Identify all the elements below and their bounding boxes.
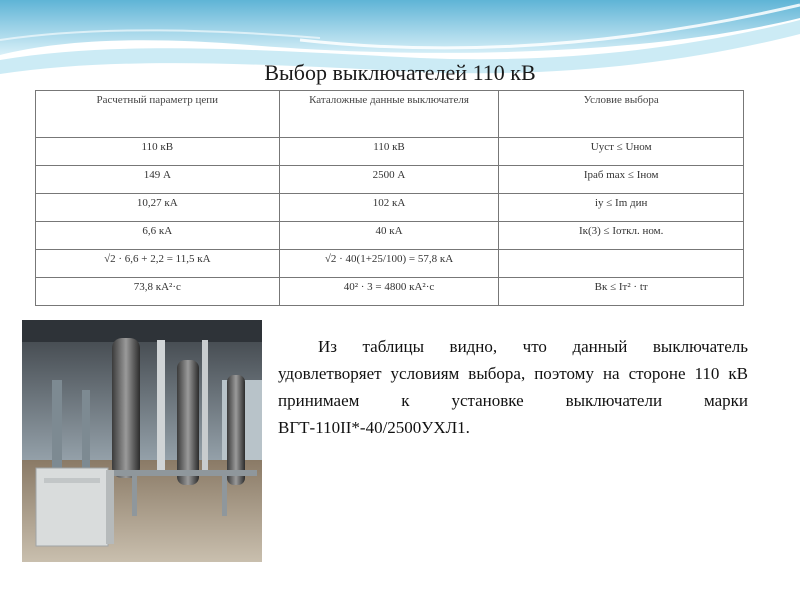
table-row — [36, 278, 744, 306]
table-cell: 40 кА — [279, 222, 499, 250]
table-cell: 110 кВ — [279, 138, 499, 166]
conclusion-text: Из таблицы видно, что данный выключатель удовлетворяет условиям выбора, поэтому на стороне 110 кВ принимаем к установке выключатели марки ВГТ-110II*-40/2500УХЛ1. — [278, 337, 748, 437]
table-cell — [499, 250, 744, 278]
column-header: Расчетный параметр цепи — [36, 91, 280, 138]
table-cell: 6,6 кА — [36, 222, 280, 250]
table-cell: 149 А — [36, 166, 280, 194]
table-row — [36, 138, 744, 166]
table-cell: 10,27 кА — [36, 194, 280, 222]
table-cell: 73,8 кА²·с — [36, 278, 280, 306]
table-cell: Uуст ≤ Uном — [499, 138, 744, 166]
table-row — [36, 222, 744, 250]
table-cell: 2500 А — [279, 166, 499, 194]
table-cell: √2 · 40(1+25/100) = 57,8 кА — [279, 250, 499, 278]
table-cell: Bк ≤ Iт² · tт — [499, 278, 744, 306]
table-cell: 40² · 3 = 4800 кА²·с — [279, 278, 499, 306]
circuit-breaker-photo — [22, 320, 262, 562]
parameters-table — [35, 90, 744, 306]
slide-title: Выбор выключателей 110 кВ — [264, 60, 536, 85]
table-cell: 110 кВ — [36, 138, 280, 166]
column-header: Условие выбора — [499, 91, 744, 138]
table-cell: 102 кА — [279, 194, 499, 222]
table-cell: Iраб max ≤ Iном — [499, 166, 744, 194]
table-row — [36, 166, 744, 194]
table-cell: iу ≤ Im дин — [499, 194, 744, 222]
table-row — [36, 194, 744, 222]
table-header-row — [36, 91, 744, 138]
table-cell: Iк(3) ≤ Iоткл. ном. — [499, 222, 744, 250]
table-cell: √2 · 6,6 + 2,2 = 11,5 кА — [36, 250, 280, 278]
column-header: Каталожные данные выключателя — [279, 91, 499, 138]
table-row — [36, 250, 744, 278]
